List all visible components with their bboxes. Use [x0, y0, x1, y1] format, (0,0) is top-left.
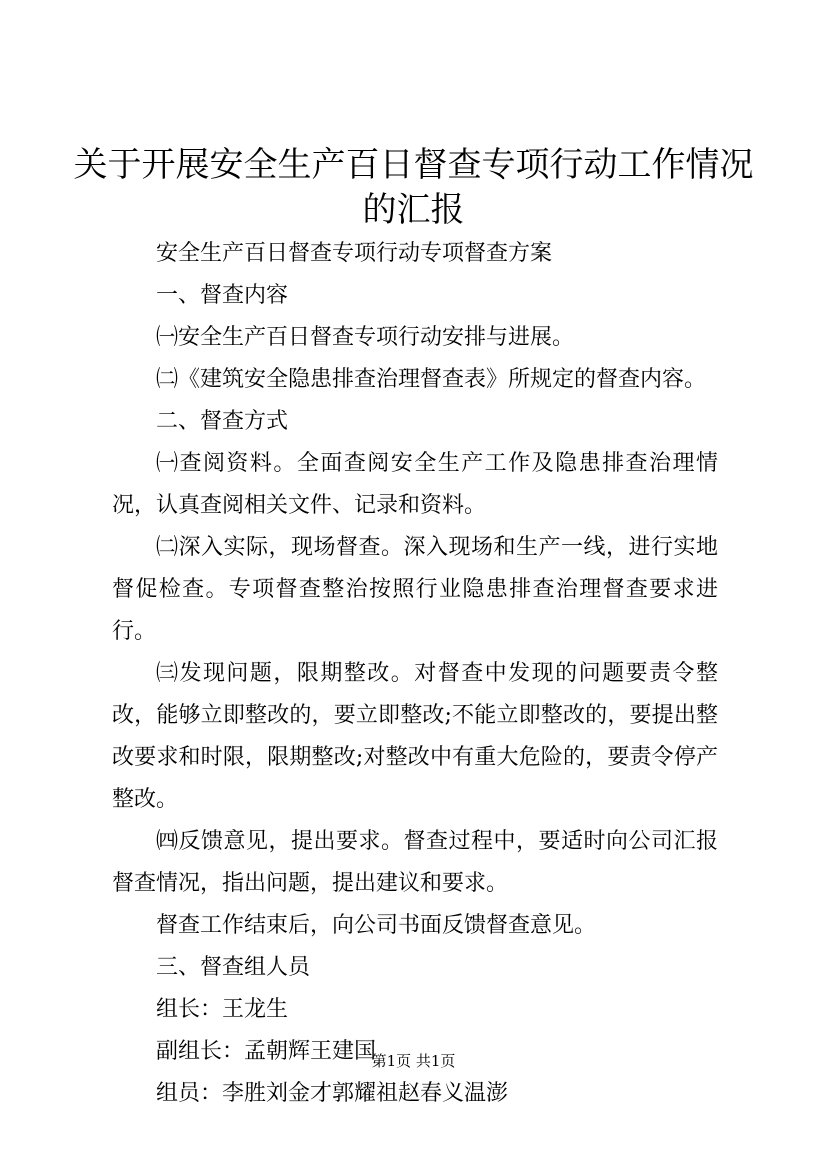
paragraph-content-item-1: ㈠安全生产百日督查专项行动安排与进展。: [156, 325, 575, 350]
paragraph-group-members: 组员：李胜刘金才郭耀祖赵春义温澎: [156, 1081, 509, 1106]
document-body: [112, 233, 718, 1115]
document-title-line-2: 的汇报: [362, 190, 465, 230]
document-title-line-1: 关于开展安全生产百日督查专项行动工作情况: [73, 145, 754, 185]
paragraph-group-leader: 组长：王龙生: [156, 997, 289, 1022]
paragraph-content-item-2: ㈡《建筑安全隐患排查治理督查表》所规定的督查内容。: [156, 367, 707, 392]
section-heading-content: 一、督查内容: [156, 283, 289, 308]
paragraph-feedback: 督查工作结束后，向公司书面反馈督查意见。: [156, 913, 597, 938]
paragraph-deputy-leader: 副组长：孟朝辉王建国: [156, 1039, 377, 1064]
paragraph-method-item-1: ㈠查阅资料。全面查阅安全生产工作及隐患排查治理情况，认真查阅相关文件、记录和资料。: [112, 451, 718, 518]
paragraph-plan-title: 安全生产百日督查专项行动专项督查方案: [156, 241, 553, 266]
paragraph-method-item-3: ㈢发现问题，限期整改。对督查中发现的问题要责令整改，能够立即整改的，要立即整改;不能立即整改的，要提出整改要求和时限，限期整改;对整改中有重大危险的，要责令停产整改。: [112, 661, 718, 812]
paragraph-method-item-2: ㈡深入实际，现场督查。深入现场和生产一线，进行实地督促检查。专项督查整治按照行业隐患排查治理督查要求进行。: [112, 535, 718, 644]
page-footer: 第1页 共1页: [371, 1052, 456, 1070]
section-heading-method: 二、督查方式: [156, 409, 289, 434]
section-heading-members: 三、督查组人员: [156, 955, 311, 980]
paragraph-method-item-4: ㈣反馈意见，提出要求。督查过程中，要适时向公司汇报督查情况，指出问题，提出建议和要求。: [112, 829, 718, 896]
